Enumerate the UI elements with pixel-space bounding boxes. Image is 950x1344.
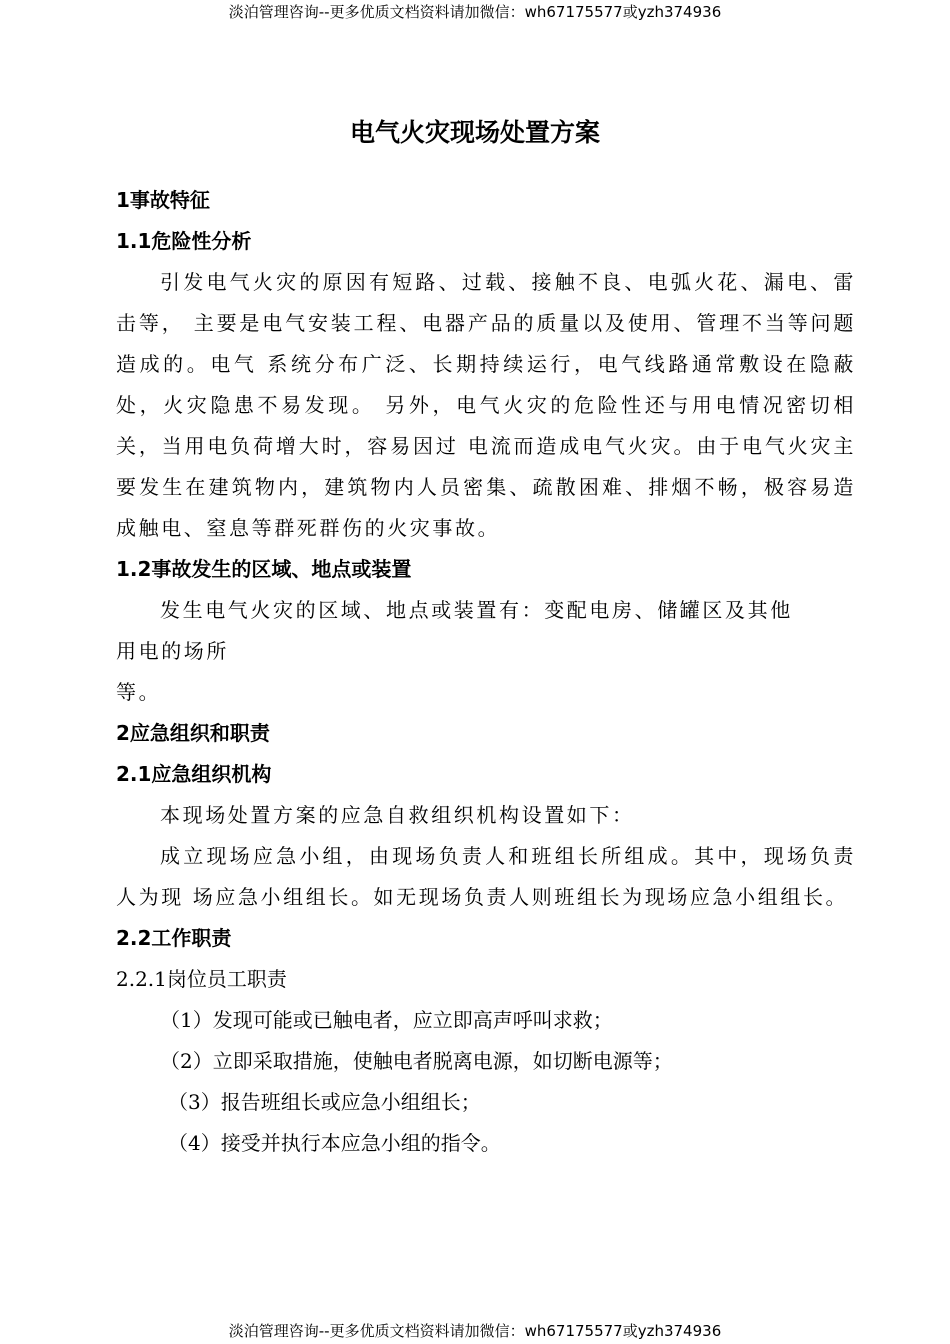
paragraph-hazard-analysis: 引发电气火灾的原因有短路、过载、接触不良、电弧火花、漏电、雷击等， 主要是电气安装工程、电器产品的质量以及使用、管理不当等问题造成的。电气 系统分布广泛、长期持续运行，电气线路通常敷设在隐蔽处，火灾隐患不易发现。 另外，电气火灾的危险性还与用电情况密切相关，当用电负荷增大时，容易因过 电流而造成电气火灾。由于电气火灾主要发生在建筑物内，建筑物内人员密集、疏散困难、排烟不畅，极容易造成触电、窒息等群死群伤的火灾事故。 (116, 270, 856, 540)
paragraph-area-line-3: 等。 (116, 680, 162, 704)
paragraph-org-intro: 本现场处置方案的应急自救组织机构设置如下： (160, 803, 635, 827)
heading-section-2-1: 2.1应急组织机构 (116, 762, 272, 786)
heading-section-2: 2应急组织和职责 (116, 721, 270, 745)
heading-section-2-2: 2.2工作职责 (116, 926, 232, 950)
document-body (116, 180, 856, 1164)
heading-section-1-2: 1.2事故发生的区域、地点或装置 (116, 557, 412, 581)
paragraph-area-line-1: 发生电气火灾的区域、地点或装置有：变配电房、储罐区及其他 (160, 598, 793, 622)
paragraph-org-detail: 成立现场应急小组，由现场负责人和班组长所组成。其中，现场负责人为现 场应急小组组长。如无现场负责人则班组长为现场应急小组组长。 (116, 844, 856, 909)
heading-section-2-2-1: 2.2.1岗位员工职责 (116, 967, 287, 991)
heading-section-1: 1事故特征 (116, 188, 210, 212)
heading-section-1-1: 1.1危险性分析 (116, 229, 252, 253)
page-title: 电气火灾现场处置方案 (349, 118, 600, 147)
list-item: （1）发现可能或已触电者，应立即高声呼叫求救； (160, 1008, 613, 1032)
header-banner: 淡泊管理咨询--更多优质文档资料请加微信：wh67175577或yzh374936 (228, 3, 722, 21)
list-item: （2）立即采取措施，使触电者脱离电源，如切断电源等； (160, 1049, 673, 1073)
footer-banner: 淡泊管理咨询--更多优质文档资料请加微信：wh67175577或yzh374936 (228, 1322, 722, 1340)
list-item: （3）报告班组长或应急小组组长； (168, 1090, 481, 1114)
list-item: （4）接受并执行本应急小组的指令。 (168, 1131, 501, 1155)
paragraph-area-line-2: 用电的场所 (116, 639, 229, 663)
